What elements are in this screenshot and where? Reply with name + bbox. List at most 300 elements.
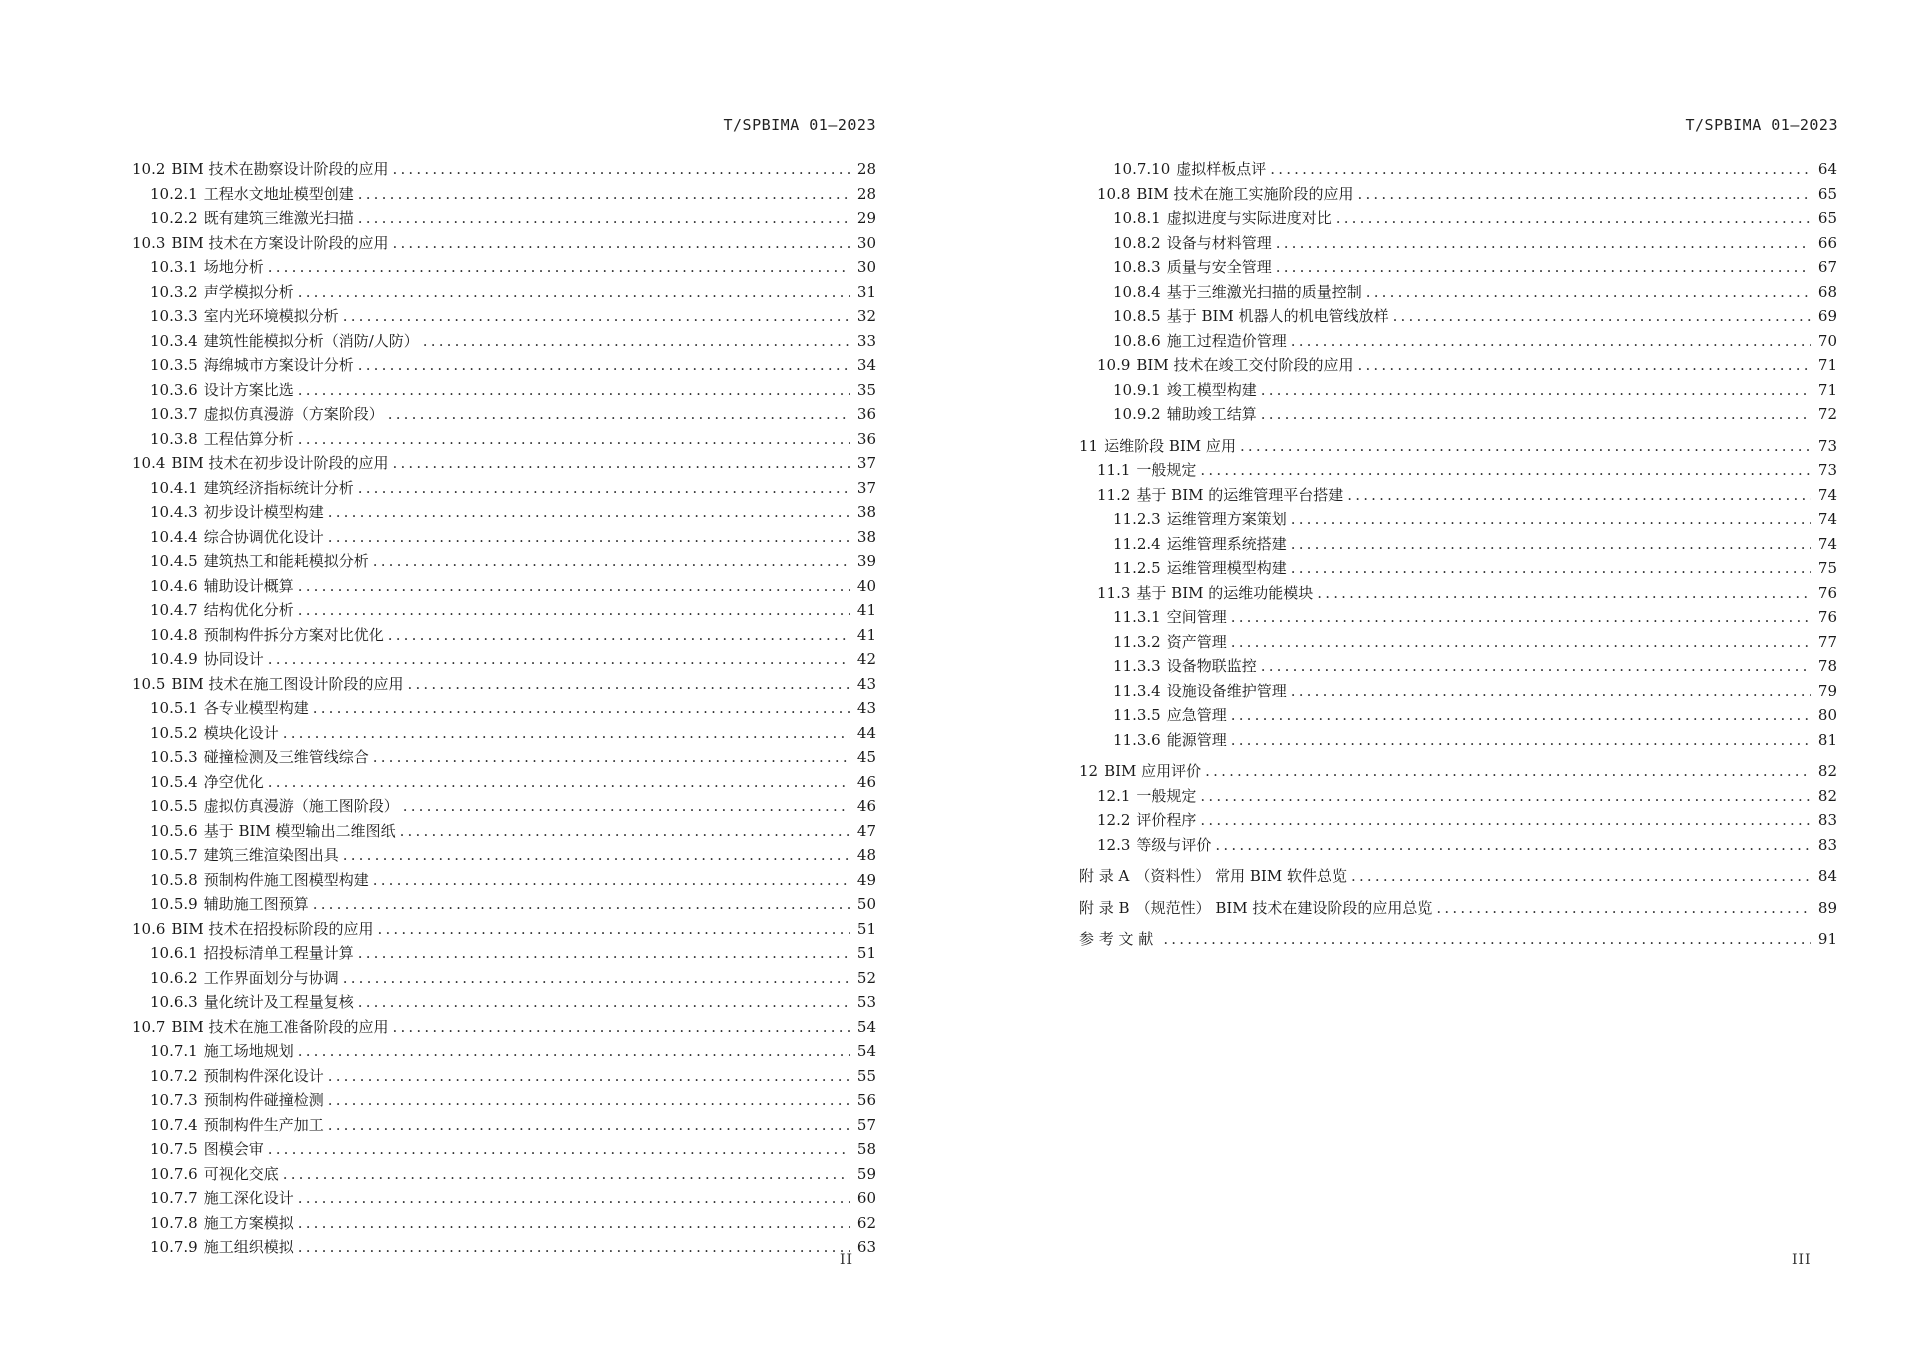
toc-leader-dots [1276, 234, 1811, 252]
toc-entry-page: 74 [1817, 485, 1837, 504]
toc-entry[interactable] [1079, 232, 1837, 257]
toc-entry-number: 10.6 [132, 919, 166, 938]
toc-entry-number: 11.3.4 [1113, 681, 1161, 700]
toc-leader-dots [328, 1091, 850, 1109]
toc-entry-number: 11.2.3 [1113, 510, 1161, 528]
toc-entry-page: 43 [856, 674, 876, 693]
toc-leader-dots [1351, 867, 1811, 885]
toc-entry-page: 79 [1817, 681, 1837, 700]
toc-entry-title: 资产管理 [1166, 632, 1227, 651]
toc-entry[interactable] [132, 452, 876, 477]
toc-list [1079, 158, 1837, 953]
toc-leader-dots [1366, 283, 1811, 301]
toc-entry-page: 28 [856, 184, 876, 203]
toc-entry[interactable] [132, 183, 876, 208]
toc-entry-page: 68 [1817, 282, 1837, 301]
toc-entry-number: 10.7.3 [150, 1091, 198, 1109]
toc-leader-dots [1393, 307, 1811, 325]
toc-entry[interactable] [132, 428, 876, 453]
toc-entry-title: 预制构件碰撞检测 [203, 1091, 324, 1109]
toc-entry-title: 碰撞检测及三维管线综合 [203, 748, 369, 766]
toc-leader-dots [1357, 185, 1811, 203]
page-folio: III [1792, 1252, 1812, 1268]
toc-entry[interactable] [132, 501, 876, 526]
toc-entry-number: 11.2.4 [1113, 534, 1161, 553]
toc-leader-dots [423, 332, 850, 350]
toc-entry[interactable] [1079, 834, 1837, 859]
toc-entry-number: 10.9.2 [1113, 405, 1161, 423]
toc-entry-number: 10.8.1 [1113, 209, 1161, 227]
toc-leader-dots [400, 822, 850, 840]
toc-entry-title: 质量与安全管理 [1166, 258, 1272, 276]
toc-entry-title: BIM 技术在竣工交付阶段的应用 [1136, 356, 1354, 374]
toc-entry-number: 11.3.5 [1113, 706, 1161, 724]
toc-leader-dots [1205, 762, 1811, 780]
toc-leader-dots [343, 846, 850, 864]
toc-entry-page: 52 [856, 968, 876, 987]
toc-entry[interactable] [1079, 484, 1837, 509]
toc-entry-page: 66 [1817, 233, 1837, 252]
toc-entry[interactable] [132, 1040, 876, 1065]
toc-entry-page: 71 [1817, 380, 1837, 399]
toc-entry-title: BIM 技术在施工实施阶段的应用 [1136, 184, 1354, 203]
toc-entry-title: 场地分析 [203, 258, 264, 276]
toc-entry[interactable] [1079, 207, 1837, 232]
toc-entry-page: 36 [856, 429, 876, 448]
toc-entry[interactable] [132, 281, 876, 306]
toc-entry-number: 10.7.5 [150, 1140, 198, 1158]
toc-entry-page: 30 [856, 258, 876, 276]
toc-entry-title: 工作界面划分与协调 [203, 968, 339, 987]
toc-entry[interactable] [132, 207, 876, 232]
toc-entry-number: 参 考 文 献 [1079, 930, 1154, 948]
toc-entry[interactable] [1079, 508, 1837, 533]
toc-entry-page: 42 [856, 650, 876, 668]
toc-leader-dots [392, 234, 850, 252]
toc-leader-dots [358, 209, 850, 227]
page-header: T/SPBIMA 01—2023 [723, 116, 876, 134]
toc-leader-dots [358, 993, 850, 1011]
toc-entry[interactable] [1079, 760, 1837, 785]
toc-entry-number: 10.6.2 [150, 968, 198, 987]
toc-entry-number: 10.8.4 [1113, 282, 1161, 301]
toc-entry[interactable] [1079, 557, 1837, 582]
toc-entry-page: 28 [856, 160, 876, 178]
toc-entry-title: 虚拟进度与实际进度对比 [1166, 209, 1332, 227]
toc-entry-title: 招投标清单工程量计算 [203, 944, 354, 962]
toc-entry-number: 11.2.5 [1113, 559, 1161, 577]
toc-entry[interactable] [1079, 403, 1837, 428]
toc-entry-number: 10.6.1 [150, 944, 198, 962]
toc-entry[interactable] [132, 526, 876, 551]
toc-leader-dots [328, 528, 850, 546]
toc-leader-dots [1357, 356, 1811, 374]
toc-entry[interactable] [132, 1138, 876, 1163]
toc-leader-dots [343, 307, 850, 325]
toc-entry-page: 82 [1817, 786, 1837, 805]
toc-entry-title: BIM 技术在施工图设计阶段的应用 [171, 674, 404, 693]
toc-entry-number: 附 录 B [1079, 898, 1130, 917]
toc-entry-title: 图模会审 [203, 1140, 264, 1158]
toc-leader-dots [1291, 559, 1811, 577]
toc-entry[interactable] [1079, 729, 1837, 754]
toc-entry[interactable] [132, 1114, 876, 1139]
toc-entry-title: 工程水文地址模型创建 [203, 184, 354, 203]
toc-leader-dots [1291, 682, 1811, 700]
toc-entry-page: 69 [1817, 307, 1837, 325]
toc-entry-page: 45 [856, 748, 876, 766]
toc-leader-dots [283, 1165, 850, 1183]
toc-entry[interactable] [1079, 785, 1837, 810]
toc-entry-page: 40 [856, 576, 876, 595]
toc-entry[interactable] [1079, 379, 1837, 404]
toc-entry-page: 63 [856, 1238, 876, 1256]
toc-entry-page: 38 [856, 503, 876, 521]
toc-entry-number: 10.5.8 [150, 870, 198, 889]
toc-entry[interactable] [1079, 680, 1837, 705]
toc-entry[interactable] [132, 648, 876, 673]
toc-entry-page: 37 [856, 454, 876, 472]
toc-entry-number: 10.4.9 [150, 650, 198, 668]
toc-entry-title: 虚拟样板点评 [1176, 160, 1267, 178]
toc-entry-title: 施工方案模拟 [203, 1213, 294, 1232]
toc-entry[interactable] [132, 232, 876, 257]
toc-leader-dots [388, 405, 850, 423]
toc-entry-page: 74 [1817, 534, 1837, 553]
toc-leader-dots [1261, 405, 1811, 423]
toc-entry-title: BIM 技术在初步设计阶段的应用 [171, 454, 389, 472]
toc-entry-page: 71 [1817, 356, 1837, 374]
toc-entry-title: 辅助竣工结算 [1166, 405, 1257, 423]
toc-entry[interactable] [132, 1065, 876, 1090]
toc-entry-number: 12.1 [1097, 786, 1131, 805]
toc-leader-dots [1291, 535, 1811, 553]
toc-entry-title: 应急管理 [1166, 706, 1227, 724]
toc-entry[interactable] [1079, 158, 1837, 183]
toc-entry[interactable] [1079, 897, 1837, 922]
toc-entry-page: 33 [856, 331, 876, 350]
toc-entry[interactable] [132, 942, 876, 967]
toc-entry-title: 预制构件拆分方案对比优化 [203, 625, 384, 644]
toc-entry-number: 10.2.1 [150, 184, 198, 203]
toc-leader-dots [268, 773, 850, 791]
toc-entry[interactable] [132, 820, 876, 845]
toc-entry-title: 建筑性能模拟分析（消防/人防） [203, 331, 419, 350]
toc-leader-dots [403, 797, 850, 815]
toc-entry[interactable] [1079, 704, 1837, 729]
toc-entry-number: 11.2 [1097, 485, 1131, 504]
toc-entry-number: 11 [1079, 436, 1099, 455]
toc-entry-number: 10.8.5 [1113, 307, 1161, 325]
toc-entry-title: 竣工模型构建 [1166, 380, 1257, 399]
toc-entry-number: 10.7.6 [150, 1164, 198, 1183]
toc-entry-number: 10.5 [132, 674, 166, 693]
toc-entry-page: 53 [856, 993, 876, 1011]
toc-entry[interactable] [1079, 354, 1837, 379]
toc-leader-dots [1163, 930, 1811, 948]
toc-entry-title: BIM 技术在勘察设计阶段的应用 [171, 160, 389, 178]
toc-entry-title: 设施设备维护管理 [1166, 681, 1287, 700]
toc-entry-number: 11.1 [1097, 461, 1131, 479]
toc-entry-page: 80 [1817, 706, 1837, 724]
toc-leader-dots [1231, 633, 1811, 651]
toc-leader-dots [1231, 731, 1811, 749]
toc-entry-number: 10.7.10 [1113, 160, 1171, 178]
toc-entry-title: 施工场地规划 [203, 1042, 294, 1060]
toc-leader-dots [1436, 899, 1811, 917]
toc-entry-page: 65 [1817, 184, 1837, 203]
toc-entry[interactable] [1079, 305, 1837, 330]
toc-entry[interactable] [132, 967, 876, 992]
toc-entry[interactable] [132, 379, 876, 404]
toc-leader-dots [1240, 437, 1811, 455]
toc-entry-title: 工程估算分析 [203, 429, 294, 448]
toc-entry[interactable] [132, 550, 876, 575]
toc-entry-page: 46 [856, 797, 876, 815]
toc-entry-number: 附 录 A [1079, 867, 1130, 885]
toc-entry-number: 10.3.1 [150, 258, 198, 276]
toc-leader-dots [1291, 332, 1811, 350]
toc-entry-title: BIM 技术在招投标阶段的应用 [171, 919, 374, 938]
toc-entry-page: 70 [1817, 331, 1837, 350]
toc-entry-title: 室内光环境模拟分析 [203, 307, 339, 325]
toc-entry-title: 运维管理方案策划 [1166, 510, 1287, 528]
toc-leader-dots [1347, 486, 1811, 504]
toc-entry[interactable] [132, 1236, 876, 1261]
toc-entry-page: 38 [856, 527, 876, 546]
toc-leader-dots [1200, 787, 1811, 805]
toc-entry-number: 10.4.1 [150, 478, 198, 497]
toc-entry[interactable] [132, 1212, 876, 1237]
toc-entry-title: 海绵城市方案设计分析 [203, 356, 354, 374]
toc-entry[interactable] [132, 403, 876, 428]
toc-entry-number: 10.2 [132, 160, 166, 178]
toc-leader-dots [343, 969, 850, 987]
toc-entry[interactable] [132, 624, 876, 649]
toc-entry[interactable] [132, 599, 876, 624]
toc-entry[interactable] [132, 746, 876, 771]
toc-entry[interactable] [1079, 631, 1837, 656]
toc-leader-dots [1231, 608, 1811, 626]
toc-entry[interactable] [132, 354, 876, 379]
toc-entry-number: 10.3.3 [150, 307, 198, 325]
toc-entry-page: 73 [1817, 461, 1837, 479]
toc-entry-title: 基于 BIM 的运维功能模块 [1136, 583, 1314, 602]
toc-entry-number: 11.3.2 [1113, 632, 1161, 651]
toc-entry-number: 10.5.5 [150, 797, 198, 815]
toc-entry-number: 10.9.1 [1113, 380, 1161, 399]
toc-leader-dots [313, 895, 850, 913]
toc-entry-number: 10.5.2 [150, 723, 198, 742]
toc-entry[interactable] [132, 1016, 876, 1041]
toc-entry-number: 10.7 [132, 1017, 166, 1036]
toc-entry[interactable] [132, 795, 876, 820]
toc-entry-title: BIM 技术在方案设计阶段的应用 [171, 233, 389, 252]
toc-entry-number: 10.8.2 [1113, 233, 1161, 252]
toc-leader-dots [268, 1140, 850, 1158]
toc-leader-dots [1270, 160, 1811, 178]
toc-entry-number: 10.7.7 [150, 1189, 198, 1207]
toc-entry-title: 既有建筑三维激光扫描 [203, 209, 354, 227]
toc-entry-page: 82 [1817, 762, 1837, 780]
toc-leader-dots [377, 920, 850, 938]
toc-entry-number: 10.3.8 [150, 429, 198, 448]
toc-entry-title: 结构优化分析 [203, 601, 294, 619]
toc-entry[interactable] [132, 330, 876, 355]
toc-leader-dots [268, 258, 850, 276]
toc-entry-page: 73 [1817, 436, 1837, 455]
toc-entry[interactable] [132, 991, 876, 1016]
toc-entry-number: 10.3.4 [150, 331, 198, 350]
toc-entry-title: 空间管理 [1166, 608, 1227, 626]
toc-entry-page: 58 [856, 1140, 876, 1158]
toc-leader-dots [1200, 811, 1811, 829]
toc-entry-number: 10.2.2 [150, 209, 198, 227]
toc-entry-title: 辅助施工图预算 [203, 895, 309, 913]
toc-entry-number: 10.4.8 [150, 625, 198, 644]
toc-entry-page: 84 [1817, 867, 1837, 885]
toc-entry-title: 量化统计及工程量复核 [203, 993, 354, 1011]
toc-entry-page: 37 [856, 478, 876, 497]
toc-entry-number: 10.3.6 [150, 380, 198, 399]
toc-entry-title: 设备与材料管理 [1166, 233, 1272, 252]
toc-entry-page: 56 [856, 1091, 876, 1109]
toc-entry-number: 10.9 [1097, 356, 1131, 374]
toc-entry[interactable] [1079, 183, 1837, 208]
toc-entry[interactable] [1079, 928, 1837, 953]
toc-entry[interactable] [132, 844, 876, 869]
toc-entry[interactable] [132, 1187, 876, 1212]
toc-entry-page: 72 [1817, 405, 1837, 423]
toc-leader-dots [1317, 584, 1811, 602]
toc-entry[interactable] [1079, 655, 1837, 680]
toc-entry-number: 11.3.6 [1113, 730, 1161, 749]
toc-entry-page: 32 [856, 307, 876, 325]
toc-entry-title: 一般规定 [1136, 461, 1197, 479]
toc-entry-title: 声学模拟分析 [203, 282, 294, 301]
toc-entry-number: 11.3.3 [1113, 657, 1161, 675]
toc-entry-page: 59 [856, 1164, 876, 1183]
toc-entry-title: 施工组织模拟 [203, 1238, 294, 1256]
toc-entry[interactable] [1079, 582, 1837, 607]
toc-entry-number: 10.3.2 [150, 282, 198, 301]
toc-leader-dots [388, 626, 850, 644]
right-page [960, 0, 1920, 1358]
toc-leader-dots [407, 675, 850, 693]
toc-entry-title: 设备物联监控 [1166, 657, 1257, 675]
toc-entry-page: 83 [1817, 811, 1837, 829]
toc-entry[interactable] [132, 771, 876, 796]
toc-entry-number: 10.4.7 [150, 601, 198, 619]
toc-leader-dots [298, 283, 850, 301]
toc-entry-number: 10.7.4 [150, 1115, 198, 1134]
page-header: T/SPBIMA 01—2023 [1685, 116, 1838, 134]
toc-entry[interactable] [1079, 606, 1837, 631]
toc-entry-title: 施工深化设计 [203, 1189, 294, 1207]
toc-entry[interactable] [1079, 865, 1837, 890]
toc-entry[interactable] [132, 575, 876, 600]
toc-leader-dots [328, 503, 850, 521]
toc-entry-page: 47 [856, 821, 876, 840]
toc-entry-page: 75 [1817, 559, 1837, 577]
toc-entry[interactable] [1079, 330, 1837, 355]
toc-entry-title: 运维阶段 BIM 应用 [1104, 436, 1236, 455]
toc-leader-dots [373, 552, 850, 570]
toc-leader-dots [298, 381, 850, 399]
toc-entry-title: 基于 BIM 机器人的机电管线放样 [1166, 307, 1389, 325]
toc-list [132, 158, 876, 1261]
toc-entry[interactable] [1079, 533, 1837, 558]
toc-entry-page: 65 [1817, 209, 1837, 227]
toc-leader-dots [328, 1116, 850, 1134]
toc-entry[interactable] [132, 893, 876, 918]
toc-entry-page: 54 [856, 1042, 876, 1060]
toc-leader-dots [392, 160, 850, 178]
toc-entry-title: 施工过程造价管理 [1166, 331, 1287, 350]
toc-entry-page: 46 [856, 772, 876, 791]
toc-entry-page: 43 [856, 699, 876, 717]
toc-leader-dots [268, 650, 850, 668]
toc-leader-dots [283, 724, 850, 742]
toc-entry[interactable] [132, 1163, 876, 1188]
toc-leader-dots [298, 1042, 850, 1060]
toc-entry-page: 67 [1817, 258, 1837, 276]
toc-entry-title: （资料性） 常用 BIM 软件总览 [1135, 867, 1347, 885]
toc-entry[interactable] [132, 722, 876, 747]
toc-entry-title: 净空优化 [203, 772, 264, 791]
toc-entry-page: 64 [1817, 160, 1837, 178]
toc-entry[interactable] [1079, 435, 1837, 460]
toc-entry[interactable] [1079, 281, 1837, 306]
toc-entry-number: 10.7.1 [150, 1042, 198, 1060]
toc-entry-number: 10.5.1 [150, 699, 198, 717]
toc-entry-title: 各专业模型构建 [203, 699, 309, 717]
toc-entry-title: 运维管理系统搭建 [1166, 534, 1287, 553]
toc-leader-dots [1215, 836, 1811, 854]
toc-entry-page: 41 [856, 601, 876, 619]
toc-entry-page: 60 [856, 1189, 876, 1207]
toc-entry[interactable] [1079, 809, 1837, 834]
toc-entry-number: 10.4.6 [150, 576, 198, 595]
toc-entry-page: 78 [1817, 657, 1837, 675]
toc-entry[interactable] [1079, 256, 1837, 281]
toc-entry[interactable] [132, 697, 876, 722]
toc-entry[interactable] [132, 673, 876, 698]
toc-entry-title: 虚拟仿真漫游（方案阶段） [203, 405, 384, 423]
toc-entry[interactable] [132, 869, 876, 894]
toc-entry[interactable] [132, 477, 876, 502]
toc-entry[interactable] [1079, 459, 1837, 484]
toc-entry-page: 51 [856, 944, 876, 962]
toc-entry-page: 30 [856, 233, 876, 252]
toc-entry-page: 54 [856, 1017, 876, 1036]
toc-entry-page: 49 [856, 870, 876, 889]
toc-entry[interactable] [132, 305, 876, 330]
toc-entry[interactable] [132, 1089, 876, 1114]
toc-entry-title: 基于 BIM 模型输出二维图纸 [203, 821, 396, 840]
toc-entry-page: 50 [856, 895, 876, 913]
toc-entry[interactable] [132, 256, 876, 281]
page-folio: II [840, 1252, 854, 1268]
toc-entry[interactable] [132, 158, 876, 183]
toc-entry-title: 设计方案比选 [203, 380, 294, 399]
toc-leader-dots [1276, 258, 1811, 276]
toc-entry[interactable] [132, 918, 876, 943]
toc-leader-dots [298, 577, 850, 595]
toc-leader-dots [298, 430, 850, 448]
toc-entry-title: 模块化设计 [203, 723, 279, 742]
toc-entry-page: 81 [1817, 730, 1837, 749]
